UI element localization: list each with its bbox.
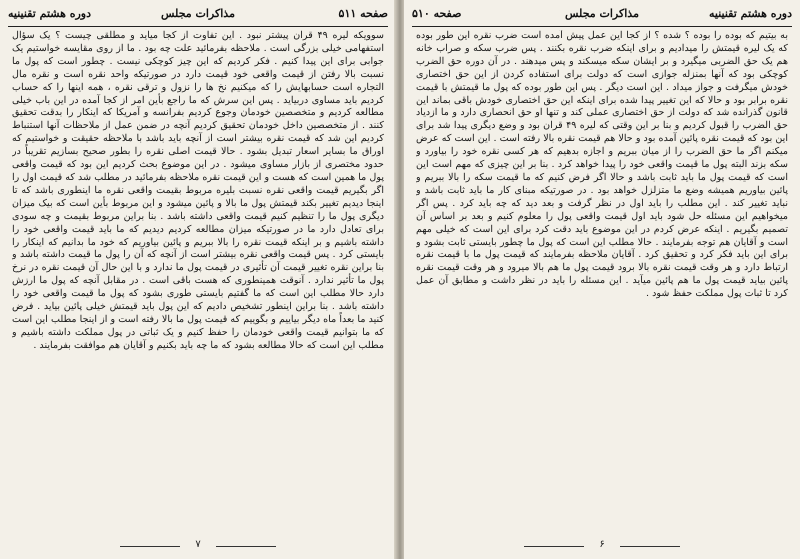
- right-page: [404, 0, 800, 559]
- footer-rule-left: [120, 546, 180, 547]
- right-page-number: ۶: [599, 539, 605, 550]
- right-page-issue: دوره هشتم تقنینیه: [709, 7, 792, 20]
- right-page-title: مذاکرات مجلس: [565, 7, 639, 20]
- right-page-paragraph: به بیتیم که بوده را بوده ؟ شده ؟ از کجا این عمل پیش آمده است ضرب نقره این طور بوده که یک لیره قیمتش را میدادیم و برای اینکه ضرب نقره بکنند . پس ضرب سکه و صراب خانه هم یک حق الضربی میگیرد و بر ایشان سکه میسکند و پس میدهند . در آن دوره حق الضرب کوچکی بود که آنها بمنزله جوازی است که دولت برای استفاده کردن از این حق اختصاری خودش میگرفت و جواز میداد . این است دیگر . پس این طور بوده که پول ما قیمتش با قیمت نقره برابر بود و حالا که این تغییر پیدا شده برای اینکه این حق اختصاری خودش باقی بماند این قانون گذرانده شد که دولت از حق اختصاری عملی کند و تنها او حق انحصاری دارد و ما ازدیاد حق الضرب را قبول کردیم و بنا بر این وقتی که لیره ۴۹ قران بود و وضع دیگری پیدا شد برای این بود که قیمت نقره پائین آمده بود و حالا هم قیمت نقره بالا رفته است . این است که عرض میکنم اگر ما حق الضرب را از میان ببریم و اجازه بدهیم که هر کسی نقره خود را بیاورد و سکه بزند البته پول ما قیمت واقعی خود را پیدا خواهد کرد . بنا بر این چیزی که مهم است این است که قیمت پول ما باید ثابت باشد و حالا اگر فرض کنیم که ما قیمت سکه را بالا ببریم و پائین بیاوریم همیشه وضع ما متزلزل خواهد بود . در صورتیکه مبنای کار ما باید ثابت باشد و نباید تغییر کند . این مطلب را باید اول در نظر گرفت و بعد دید که چه باید کرد . پس اگر میخواهیم این مسئله حل شود باید اول قیمت واقعی پول را معلوم کنیم و بعد بر اساس آن تصمیم بگیریم . اینکه عرض کردم در این موضوع باید دقت کرد برای این است که خیلی مهم است و آقایان هم توجه بفرمایند . حالا مطلب این است که پول ما چطور بایستی ثابت بشود و برای این باید فکر کرد و تحقیق کرد . آقایان ملاحظه بفرمایند که قیمت پول ما با قیمت نقره ارتباط دارد و هر وقت قیمت نقره بالا برود قیمت پول ما هم بالا میرود و هر وقت قیمت نقره پائین بیاید قیمت پول ما هم پائین میآید . این مسئله را باید در نظر داشت و مطابق آن عمل کرد تا ثبات پول مملکت حفظ شود .: [416, 30, 788, 300]
- left-page-issue: دوره هشتم تقنینیه: [8, 7, 91, 20]
- left-page-label: صفحه ۵۱۱: [338, 7, 388, 20]
- footer-rule-right: [620, 546, 680, 547]
- left-page-paragraph: سوویکه لیره ۴۹ قران پیشتر نبود . این تفاوت از کجا میاید و مطلقی چیست ؟ یک سؤال استفهامی خیلی بزرگی است . ملاحظه بفرمائید علت چه بود . ما از روی مقایسه خواستیم یک جوابی برای این پیدا کنیم . فکر کردیم که این چیز کوچکی نیست . چطور است که پول ما نسبت بالا رفتن از قیمت واقعی خود قیمت دارد در صورتیکه واحد نقره است و نقره مال التجاره است حسابهایش را که میکنیم نخ ها را نزول و ترقی نقره ، همه اینها را که حساب کردیم باید مساوی دربیاید . پس این سرش که ما راجع بأین امر از کجا آمده در این باب خیلی مطالعه کردیم و متخصصین خودمان وجوع کردیم بفرانسه و آمریکا که اینکار را بدقت تحقیق کنند . از متخصصین داخل خودمان تحقیق کردیم آنچه در ضمن عمل از ملاحظات آنها استنباط کردیم این شد که قیمت نقره بیشتر است از آنچه باید باشد با ملاحظه حقیقت و خواستیم که اوراق ما بسایر اسعار تبدیل بشود . حالا قیمت اصلی نقره را بطور صحیح بسازیم تقریباً در حدود مختصری از بازار مساوی میشود . در این موضوع بحث کردیم این بود که قیمت واقعی پول ما همین است که هست و این قیمت نقره ملاحظه بفرمائید در مطلب شد که قیمت اول را اگر بگیریم قیمت واقعی نقره نسبت بلیره مربوط بقیمت واقعی نقره ما اینطوری باشد که تا اینجا دیدیم تغییر بکند قیمتش پول ما بالا و پائین میشود و این مربوط بأین است که بیک میزان دیگری پول ما را تنظیم کنیم قیمت واقعی داشته باشد . بنا براین مربوط بقیمت و چه سودی برای تعادل دارد ما در صورتیکه میزان مطالعه کردیم دیدیم که ما باید قیمت واقعی خود را داشته باشیم و بر اینکه قیمت نقره را بالا ببریم و پائین بیاوریم که خود ما بدانیم که اینکار را بایستی کرد . پس قیمت واقعی نقره بیشتر است از آنچه که آن را پول ما قیمت داشته باشد و بنا براین نقره تغییر قیمت آن تأثیری در قیمت پول ما ندارد و با این حال آن قیمت نقره در نرخ پول ما تأثیر ندارد . آنوقت همینطوری که هست باقی است . در مقابل آنچه که پول ما ارزش دارد حالا مطلب این است که ما گفتیم بایستی طوری بشود که پول ما قیمت واقعی خود را داشته باشد . بنا براین اینطور تشخیص دادیم که این پول باید قیمتش خیلی پائین بیاید . فرض کنید ما بعداً ماه دیگر بیاییم و بگوییم که قیمت پول ما بالا رفته است و از اینجا مطلب این است که ما بتوانیم قیمت واقعی خودمان را حفظ کنیم و یک ثباتی در پول مملکت داشته باشیم و مطلب این است که حالا مطالعه بشود که ما چه باید بکنیم و آقایان هم موافقت بفرمایند .: [12, 30, 384, 351]
- right-page-body: [416, 30, 788, 535]
- right-page-label: صفحه ۵۱۰: [412, 7, 462, 20]
- left-page-title: مذاکرات مجلس: [161, 7, 235, 20]
- left-page: [0, 0, 396, 559]
- right-page-header: [412, 4, 792, 27]
- footer-rule-left: [524, 546, 584, 547]
- left-page-footer: [0, 539, 396, 555]
- left-page-body: [12, 30, 384, 535]
- left-page-number: ۷: [195, 539, 201, 550]
- right-page-footer: [404, 539, 800, 555]
- left-page-header: [8, 4, 388, 27]
- footer-rule-right: [216, 546, 276, 547]
